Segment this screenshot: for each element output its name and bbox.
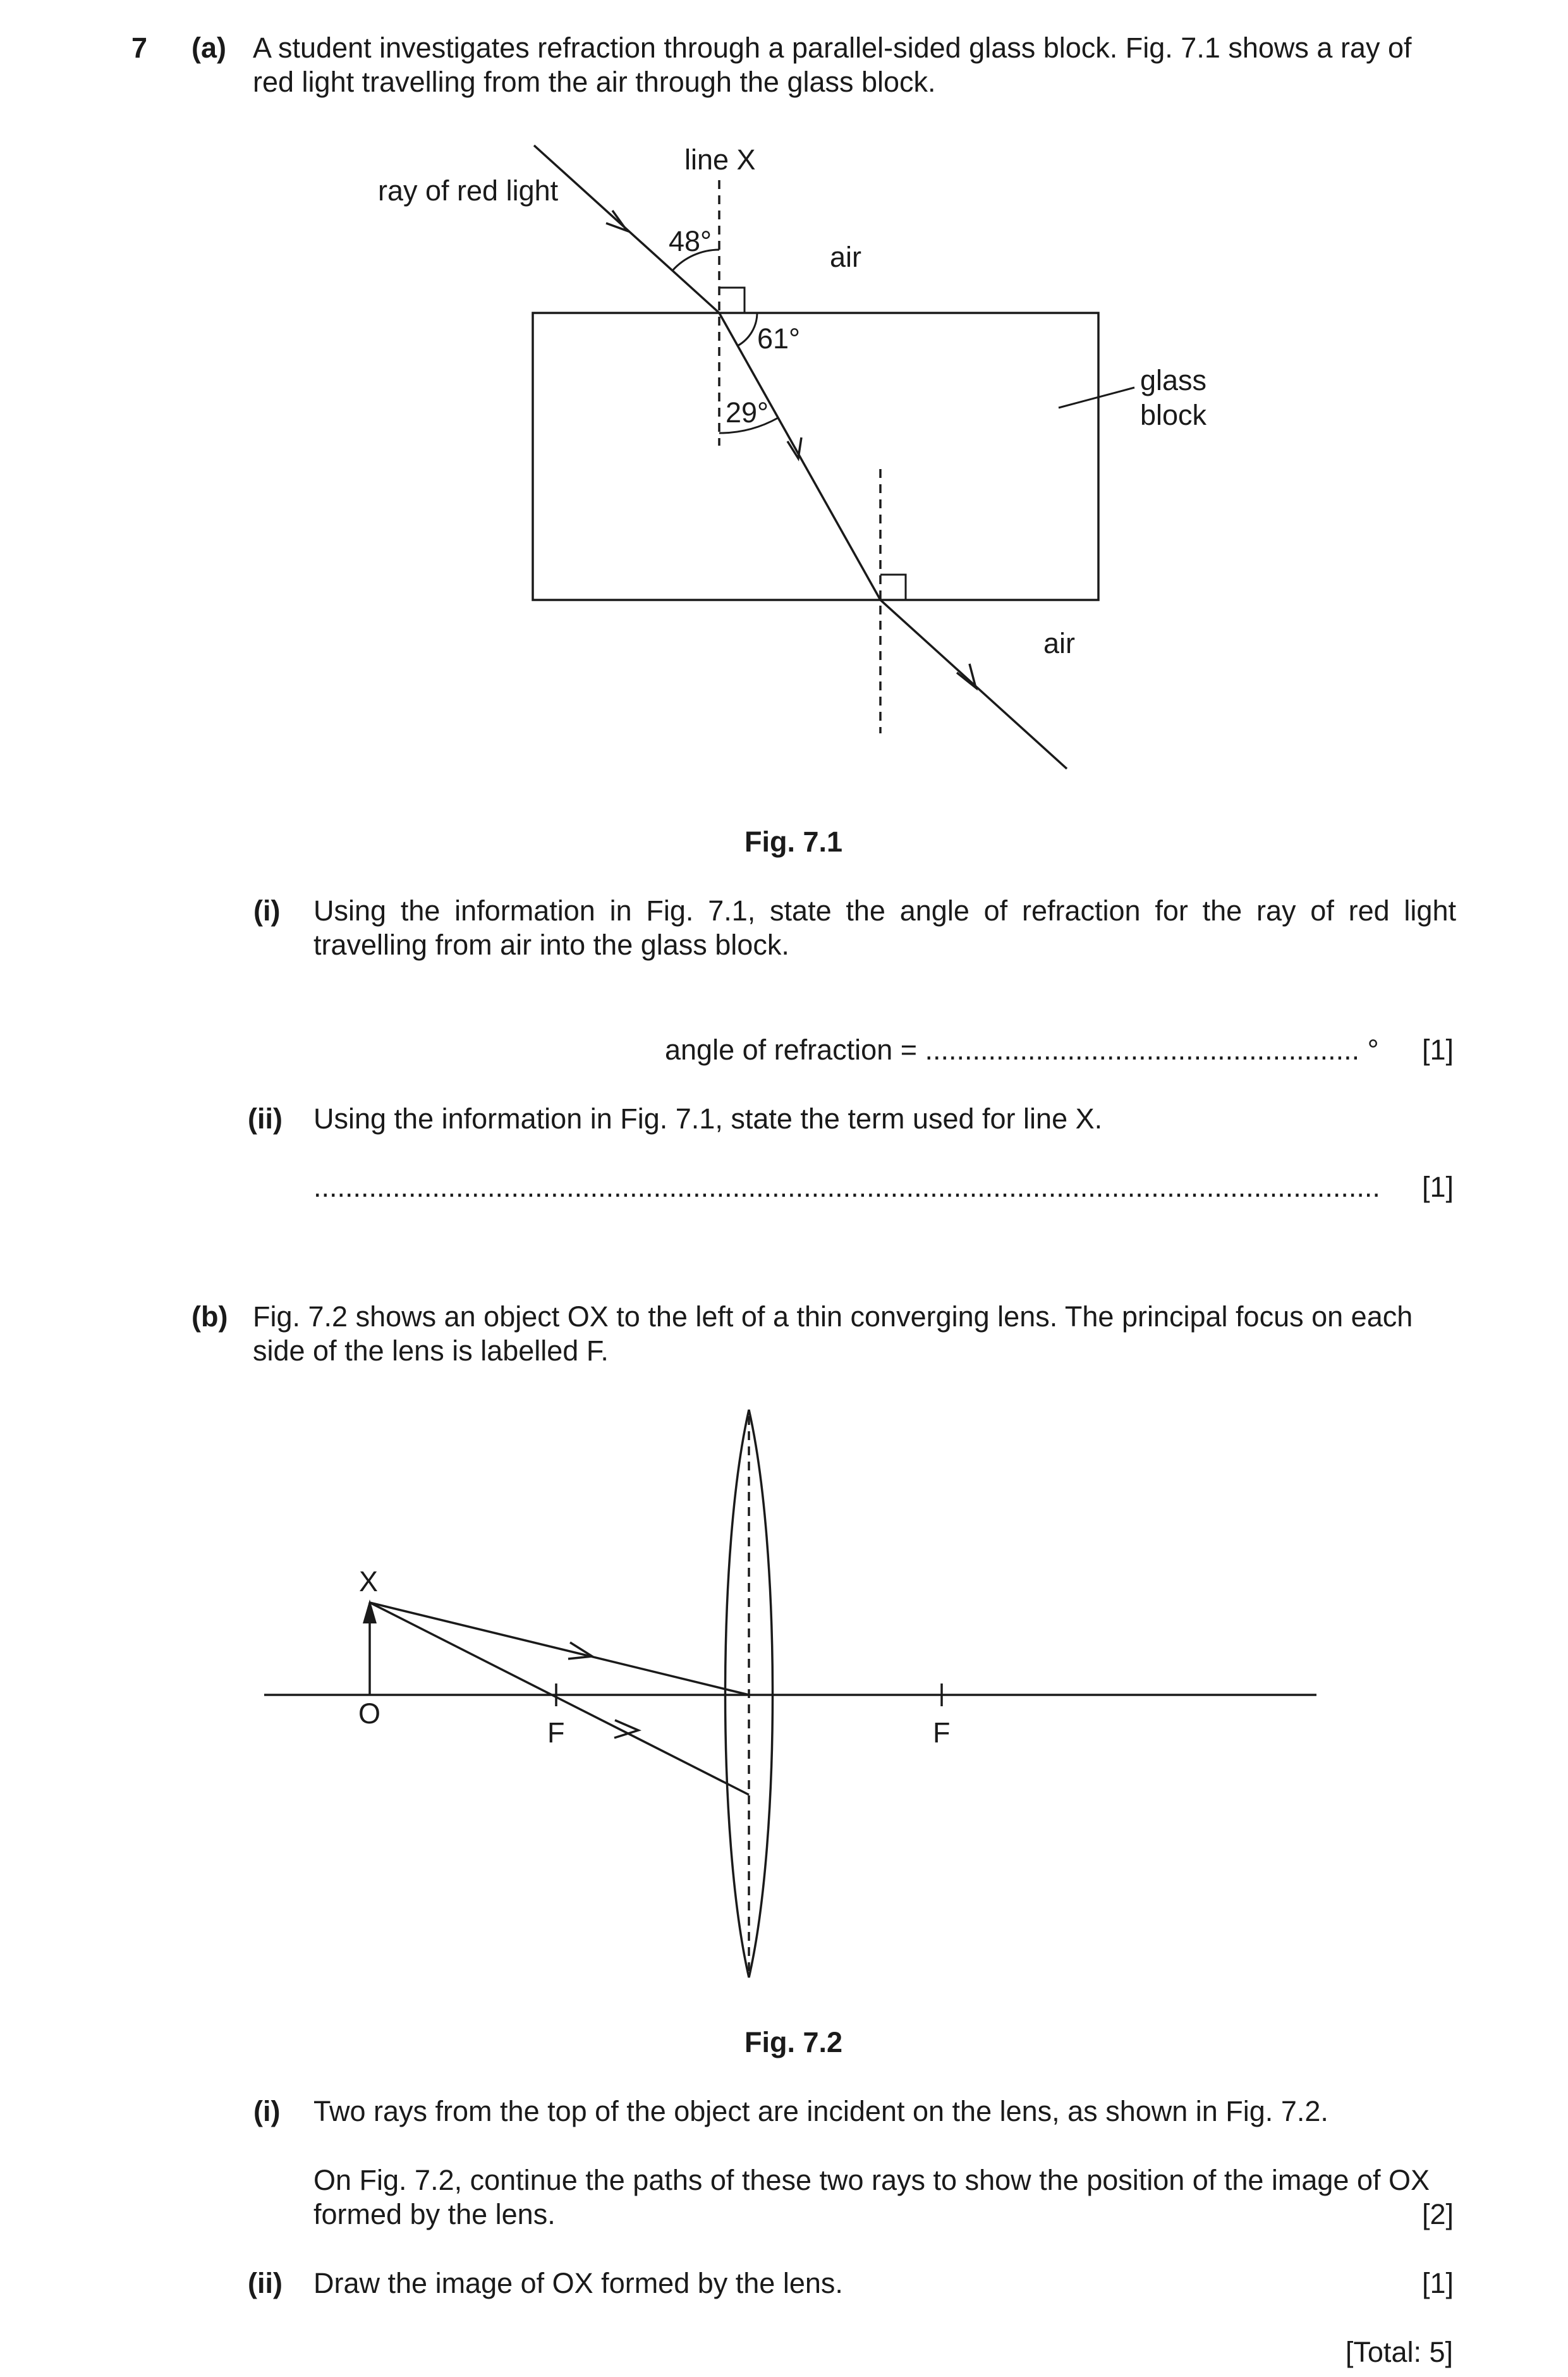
part-a-ii-marks: [1] bbox=[1422, 1171, 1454, 1203]
part-b-i-instruction-line1: On Fig. 7.2, continue the paths of these two rays to show the position of the image of OX bbox=[313, 2164, 1430, 2196]
part-a-label: (a) bbox=[191, 32, 226, 64]
part-b-text-line2: side of the lens is labelled F. bbox=[253, 1335, 609, 1367]
f-right-label: F bbox=[933, 1716, 951, 1749]
fig-7-2-caption: Fig. 7.2 bbox=[744, 2026, 843, 2058]
part-a-ii-label: (ii) bbox=[248, 1103, 283, 1135]
glass-label-line1: glass bbox=[1140, 364, 1207, 396]
f-left-label: F bbox=[547, 1716, 565, 1749]
part-b-i-text: Two rays from the top of the object are incident on the lens, as shown in Fig. 7.2. bbox=[313, 2095, 1328, 2127]
o-label: O bbox=[358, 1697, 381, 1730]
part-a-i-text-line2: travelling from air into the glass block. bbox=[313, 929, 789, 961]
part-b-label: (b) bbox=[191, 1300, 228, 1333]
question-number: 7 bbox=[131, 32, 148, 64]
glass-block bbox=[533, 313, 1098, 600]
ray-label: ray of red light bbox=[378, 174, 559, 207]
part-a-i-marks: [1] bbox=[1422, 1034, 1454, 1066]
angle-arc-61 bbox=[738, 313, 757, 346]
part-b-ii-marks: [1] bbox=[1422, 2267, 1454, 2299]
fig-7-1-caption: Fig. 7.1 bbox=[744, 826, 843, 858]
right-angle-marker-top bbox=[719, 288, 744, 313]
line-x-term-answer-line[interactable]: ....................................................................................................................................... bbox=[313, 1171, 1380, 1203]
angle-of-refraction-answer-line[interactable]: angle of refraction = ....................................................... ° bbox=[665, 1034, 1379, 1066]
glass-label-line2: block bbox=[1140, 399, 1207, 431]
part-a-text-line2: red light travelling from the air through the glass block. bbox=[253, 66, 936, 98]
part-a-i-label: (i) bbox=[253, 895, 281, 927]
part-a-ii-text: Using the information in Fig. 7.1, state the term used for line X. bbox=[313, 1103, 1103, 1135]
emergent-ray bbox=[880, 600, 1067, 769]
emergent-arrow bbox=[957, 664, 976, 688]
part-b-i-instruction-line2: formed by the lens. bbox=[313, 2198, 556, 2230]
air-bottom-label: air bbox=[1043, 627, 1076, 659]
ray-1 bbox=[370, 1603, 749, 1695]
part-a-i-text-line1: Using the information in Fig. 7.1, state the angle of refraction for the ray of red light bbox=[313, 895, 1456, 927]
total-marks: [Total: 5] bbox=[1345, 2336, 1453, 2368]
figure-7-1 bbox=[0, 0, 1568, 872]
angle-61-label: 61° bbox=[757, 322, 801, 355]
right-angle-marker-bottom bbox=[880, 575, 906, 600]
air-top-label: air bbox=[830, 241, 862, 273]
line-x-label: line X bbox=[684, 144, 756, 176]
part-b-text-line1: Fig. 7.2 shows an object OX to the left of a thin converging lens. The principal focus on each bbox=[253, 1300, 1413, 1333]
angle-48-label: 48° bbox=[669, 225, 712, 257]
part-b-ii-label: (ii) bbox=[248, 2267, 283, 2299]
angle-29-label: 29° bbox=[726, 396, 769, 429]
glass-block-leader bbox=[1059, 388, 1134, 408]
ray-2 bbox=[370, 1603, 749, 1795]
part-b-i-label: (i) bbox=[253, 2095, 281, 2127]
x-label: X bbox=[359, 1565, 379, 1598]
part-a-text-line1: A student investigates refraction through a parallel-sided glass block. Fig. 7.1 shows a ray of bbox=[253, 32, 1412, 64]
refracted-ray bbox=[719, 313, 880, 600]
figure-7-2 bbox=[0, 1378, 1568, 1998]
part-b-i-marks: [2] bbox=[1422, 2198, 1454, 2230]
part-b-ii-text: Draw the image of OX formed by the lens. bbox=[313, 2267, 843, 2299]
